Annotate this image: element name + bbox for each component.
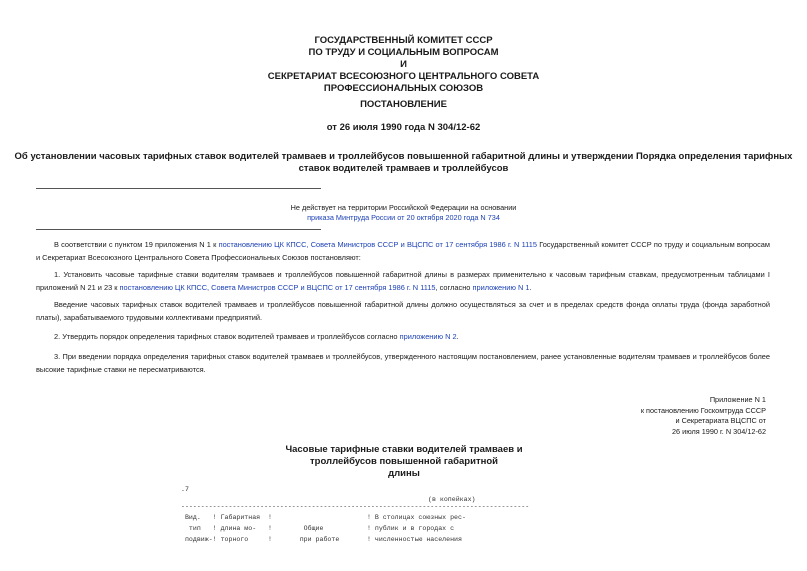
text: 1. Установить часовые тарифные ставки водителям трамваев и троллейбусов повышенной габаритной длины в размерах применительно к часовым тарифным ставкам, предусмотренным таблицами I приложений N 21 и 23 к (36, 270, 770, 292)
divider (36, 188, 321, 189)
text: В соответствии с пунктом 19 приложения N 1 к (54, 240, 219, 249)
appendix-reference (546, 395, 766, 438)
table-separator: ---------------------------------------------------------------------------------------- (181, 503, 530, 510)
divider (36, 229, 321, 230)
text: . (529, 282, 532, 292)
preamble-paragraph (36, 239, 770, 264)
appendix-line: и Секретариата ВЦСПС от (675, 416, 766, 426)
text: Введение часовых тарифных ставок водителей трамваев и троллейбусов повышенной габаритной длины должно осуществляться за счет и в пределах средств фонда оплаты труда (фонда заработной платы), зарабатываемого трудовыми коллективами предприятий. (36, 300, 770, 322)
table-title-line: Часовые тарифные ставки водителей трамваев и (285, 444, 523, 455)
table-title-line: длины (388, 468, 420, 479)
paragraph-1b (36, 299, 770, 324)
header-line: ПО ТРУДУ И СОЦИАЛЬНЫМ ВОПРОСАМ (308, 47, 499, 58)
paragraph-2 (36, 331, 770, 344)
title-line: Об установлении часовых тарифных ставок водителей трамваев и троллейбусов повышенной габаритной длины и утверждении Порядка определения тарифных (14, 151, 793, 162)
header-line: СЕКРЕТАРИАТ ВСЕСОЮЗНОГО ЦЕНТРАЛЬНОГО СОВЕТА (267, 71, 540, 82)
appendix-line: 26 июля 1990 г. N 304/12-62 (671, 427, 766, 437)
appendix-1-link[interactable]: приложению N 1 (472, 282, 530, 292)
document-title (0, 151, 807, 175)
paragraph-3 (36, 351, 770, 376)
appendix-line: к постановлению Госкомтруда СССР (640, 405, 766, 415)
document-type: ПОСТАНОВЛЕНИЕ (360, 99, 447, 110)
document-header (0, 35, 807, 95)
table-units: (в копейках) (428, 496, 476, 503)
title-line: ставок водителей трамваев и троллейбусов (298, 163, 509, 174)
header-line: И (400, 59, 407, 70)
table-title-line: троллейбусов повышенной габаритной (310, 456, 498, 467)
header-line: ПРОФЕССИОНАЛЬНЫХ СОЮЗОВ (323, 83, 484, 94)
appendix-2-link[interactable]: приложению N 2 (399, 332, 457, 341)
text: , согласно (435, 282, 473, 292)
table-title (239, 444, 569, 480)
status-note: Не действует на территории Российской Федерации на основании (290, 203, 517, 212)
table-header-row: подвиж-! торного ! при работе ! численностью населения (181, 536, 462, 543)
resolution-link[interactable]: постановлению ЦК КПСС, Совета Министров СССР и ВЦСПС от 17 сентября 1986 г. N 1115 (218, 240, 537, 249)
document-date: от 26 июля 1990 года N 304/12-62 (326, 122, 481, 133)
table-header-row: тип ! длина мо- ! Общие ! публик и в городах с (181, 525, 455, 532)
text: 3. При введении порядка определения тарифных ставок водителей трамваев и троллейбусов, утвержденного настоящим постановлением, ранее установленные водителям трамваев и троллейбусов более высокие тарифные ставки не пересматриваются. (36, 352, 770, 374)
table-marker: .7 (181, 486, 189, 493)
table-header-row: Вид. ! Габаритная ! ! В столицах союзных рес- (181, 514, 466, 521)
header-line: ГОСУДАРСТВЕННЫЙ КОМИТЕТ СССР (314, 35, 493, 46)
text: 2. Утвердить порядок определения тарифных ставок водителей трамваев и троллейбусов согласно (54, 332, 400, 341)
status-link[interactable]: приказа Минтруда России от 20 октября 2020 года N 734 (307, 213, 500, 222)
appendix-line: Приложение N 1 (709, 395, 766, 404)
text: . (456, 332, 459, 341)
status-link-line (0, 212, 807, 224)
paragraph-1 (36, 269, 770, 294)
resolution-link[interactable]: постановлению ЦК КПСС, Совета Министров СССР и ВЦСПС от 17 сентября 1986 г. N 1115 (119, 282, 436, 292)
text: Государственный комитет СССР по труду и социальным вопросам и Секретариат Всесоюзного Центрального Совета Профессиональных Союзов постановляют: (36, 240, 770, 262)
